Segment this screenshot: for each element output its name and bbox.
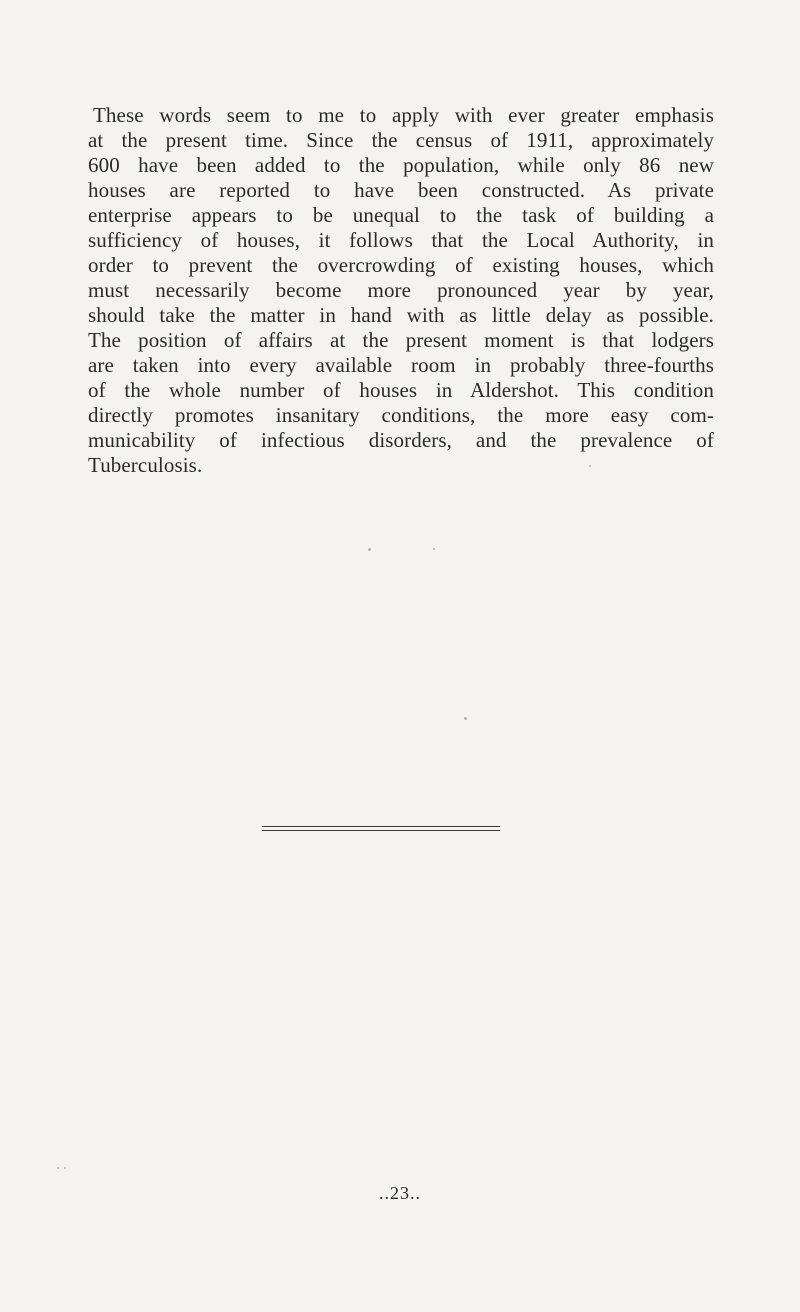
body-paragraph: [88, 103, 714, 478]
scan-speck: [464, 717, 467, 720]
paragraph-line: houses are reported to have been constructed. As private: [88, 178, 714, 202]
paragraph-line: must necessarily become more pronounced year by year,: [88, 278, 714, 302]
paragraph-line: enterprise appears to be unequal to the task of building a: [88, 203, 714, 227]
paragraph-line: are taken into every available room in probably three-fourths: [88, 353, 714, 377]
paragraph-line: order to prevent the overcrowding of existing houses, which: [88, 253, 714, 277]
paragraph-line: at the present time. Since the census of 1911, approximately: [88, 128, 714, 152]
paragraph-line: directly promotes insanitary conditions, the more easy com-: [88, 403, 714, 427]
scan-speck: [57, 1167, 59, 1169]
paragraph-line: The position of affairs at the present moment is that lodgers: [88, 328, 714, 352]
paragraph-line: municability of infectious disorders, and the prevalence of: [88, 428, 714, 452]
section-divider: [262, 826, 500, 832]
paragraph-line: of the whole number of houses in Aldershot. This condition: [88, 378, 714, 402]
paragraph-line: sufficiency of houses, it follows that the Local Authority, in: [88, 228, 714, 252]
page-number: ..23..: [379, 1183, 421, 1203]
divider-rule-bottom: [262, 830, 500, 831]
scan-speck: [433, 548, 435, 550]
paragraph-line: Tuberculosis.: [88, 453, 203, 477]
paragraph-line: 600 have been added to the population, while only 86 new: [88, 153, 714, 177]
scan-speck: [589, 465, 591, 467]
paragraph-line: should take the matter in hand with as little delay as possible.: [88, 303, 714, 327]
scan-speck: [64, 1167, 66, 1169]
divider-rule-top: [262, 826, 500, 827]
paragraph-line: These words seem to me to apply with ever greater emphasis: [93, 103, 714, 127]
scan-speck: [368, 548, 371, 551]
